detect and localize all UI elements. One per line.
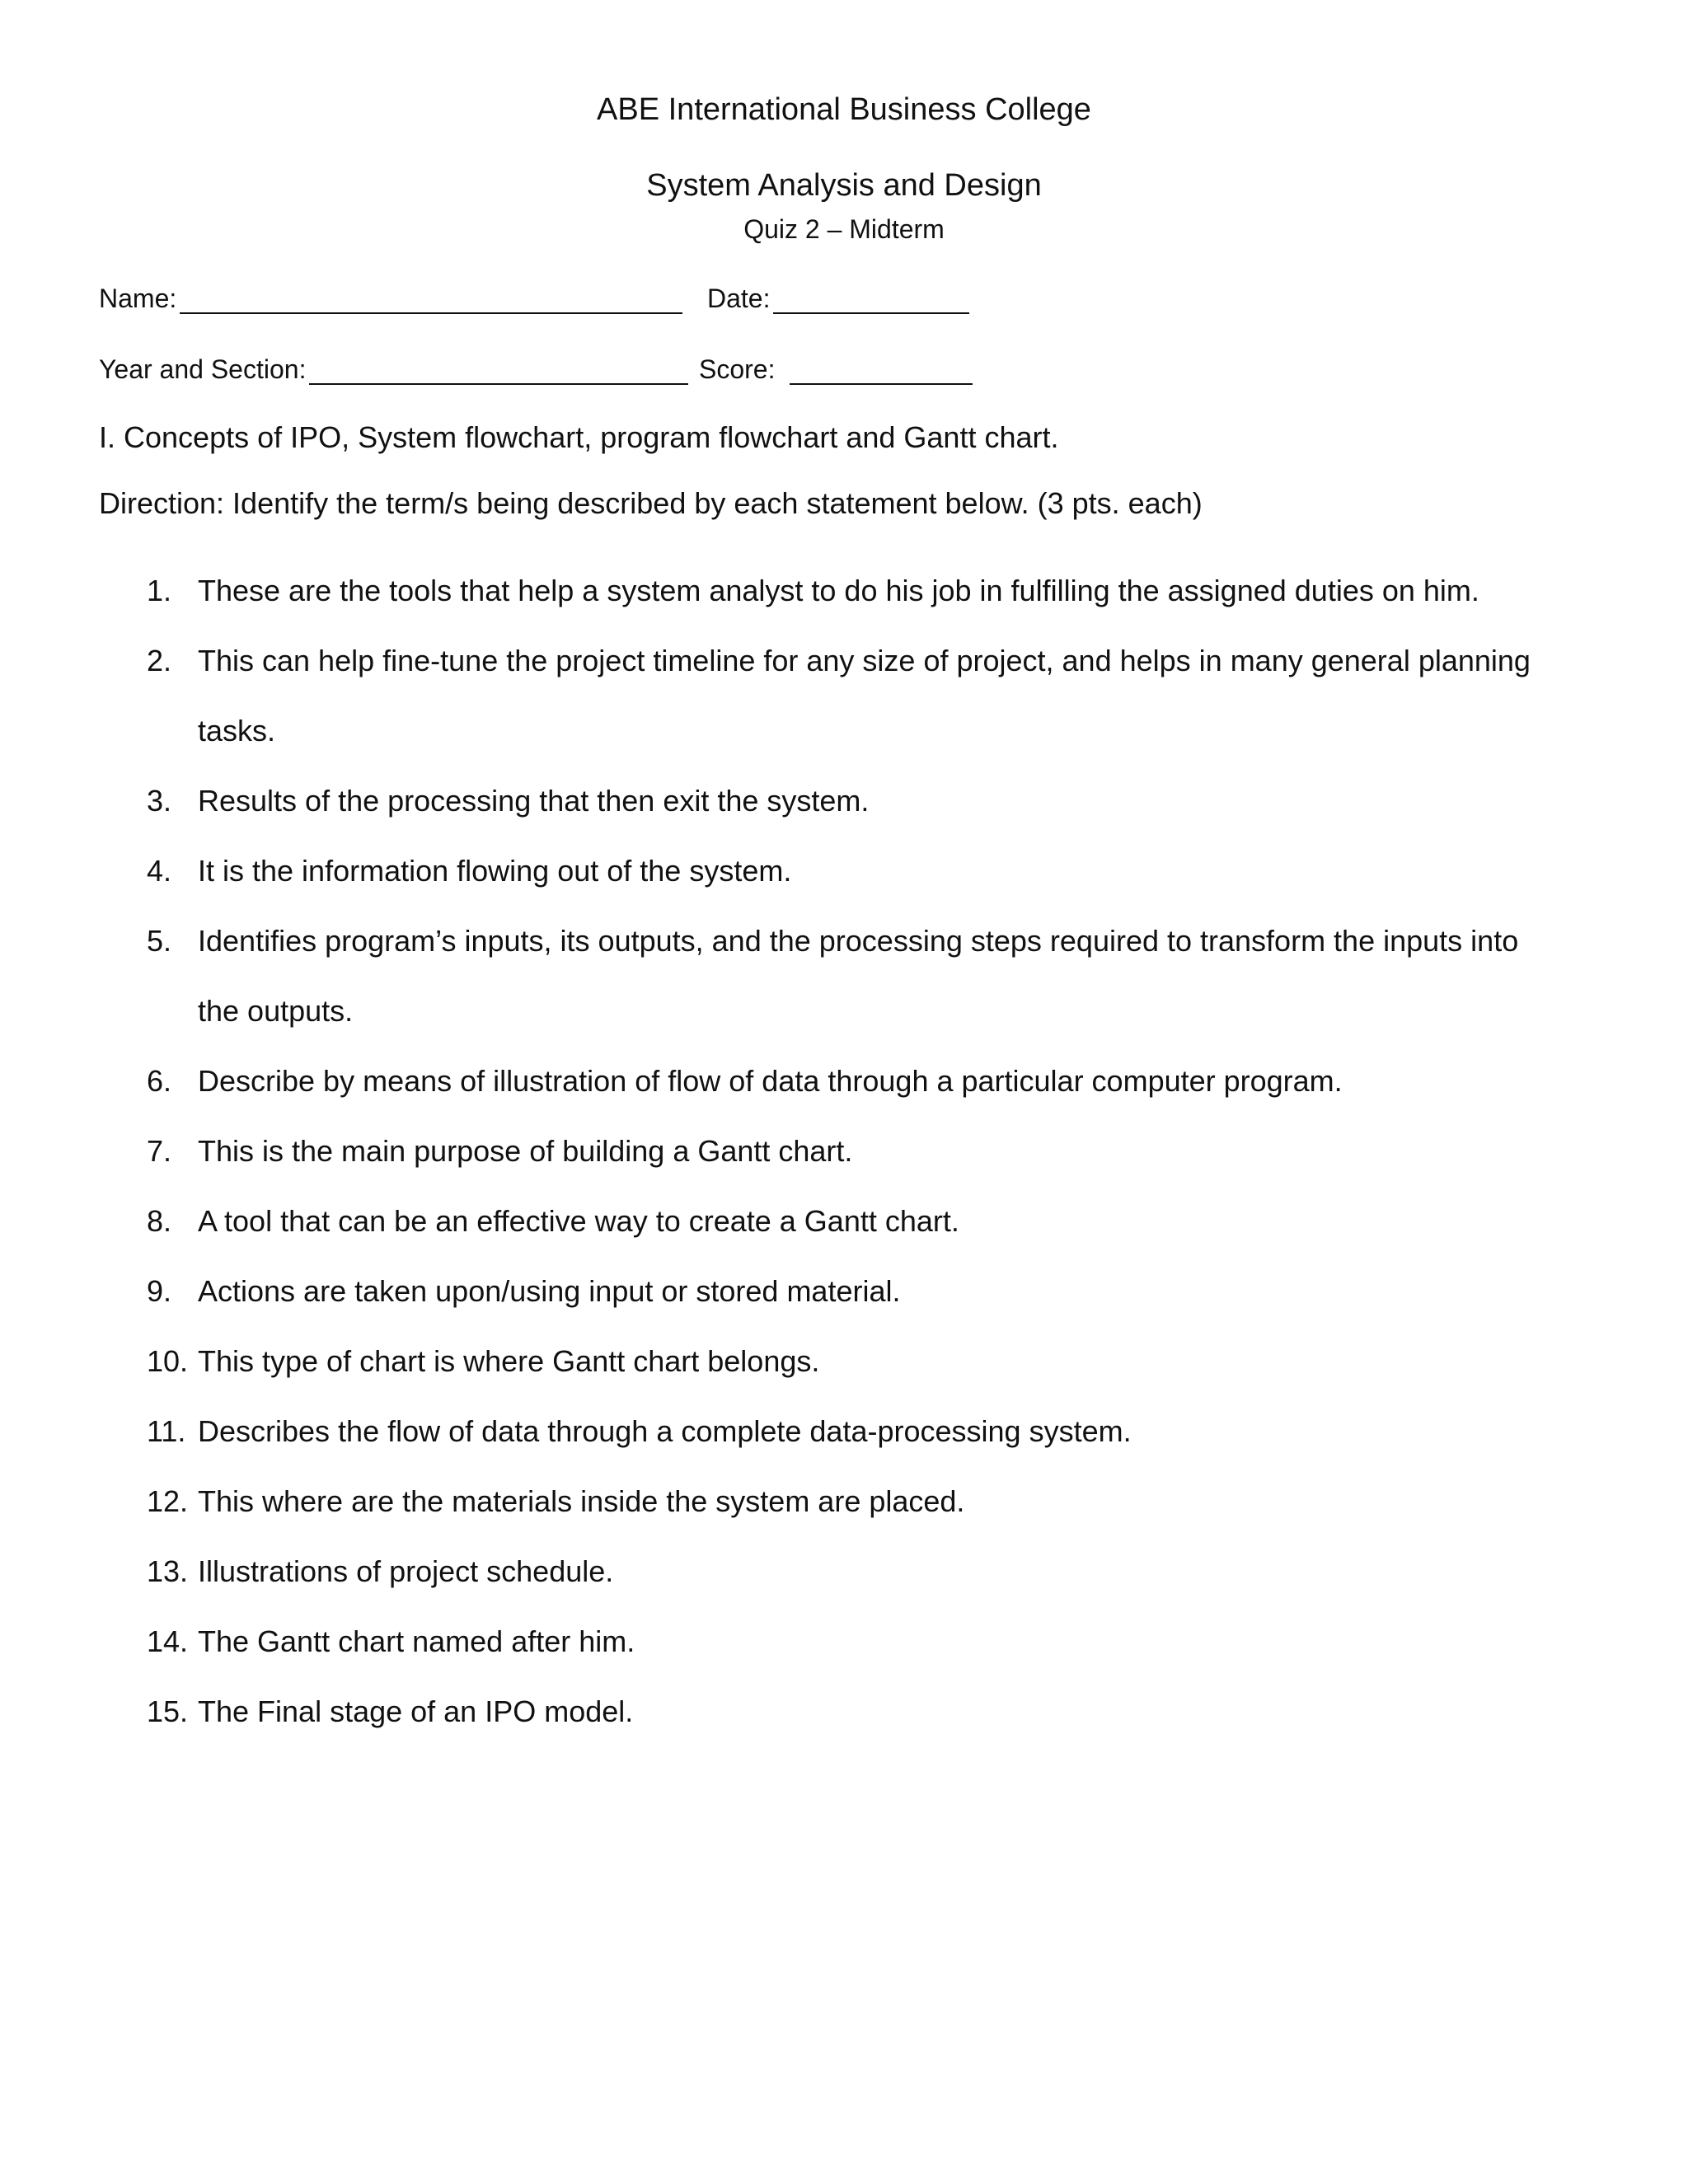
direction-text: Direction: Identify the term/s being described by each statement below. (3 pts. each) (99, 486, 1203, 520)
question-number: 8. (147, 1204, 172, 1238)
question-item (147, 1676, 1564, 1746)
question-number: 6. (147, 1064, 172, 1098)
question-number: 1. (147, 574, 172, 607)
question-text: Describe by means of illustration of flow of data through a particular computer program. (198, 1064, 1343, 1098)
question-number: 13. (147, 1554, 189, 1588)
question-item (147, 766, 1564, 836)
question-item (147, 1256, 1564, 1326)
question-item (147, 1536, 1564, 1606)
score-field[interactable] (699, 354, 973, 385)
date-field[interactable] (707, 284, 969, 314)
question-number: 4. (147, 854, 172, 888)
question-number: 15. (147, 1694, 189, 1728)
course-title: System Analysis and Design (646, 168, 1042, 203)
year-section-label: Year and Section: (99, 354, 307, 384)
question-number: 5. (147, 924, 172, 958)
question-item (147, 1046, 1564, 1116)
name-blank-line[interactable] (180, 284, 682, 314)
question-text: It is the information flowing out of the system. (198, 854, 792, 888)
question-text: Illustrations of project schedule. (198, 1554, 614, 1588)
question-item (147, 1326, 1564, 1396)
question-number: 3. (147, 784, 172, 818)
question-text: Results of the processing that then exit the system. (198, 784, 870, 818)
quiz-title: Quiz 2 – Midterm (743, 214, 945, 244)
question-text: The Final stage of an IPO model. (198, 1694, 634, 1728)
question-item (147, 836, 1564, 906)
question-item (147, 906, 1564, 1046)
score-blank-line[interactable] (790, 355, 973, 385)
score-label: Score: (699, 354, 776, 384)
question-text: A tool that can be an effective way to create a Gantt chart. (198, 1204, 959, 1238)
question-text: The Gantt chart named after him. (198, 1624, 635, 1658)
name-label: Name: (99, 284, 177, 313)
question-item (147, 1396, 1564, 1466)
question-text: Actions are taken upon/using input or stored material. (198, 1274, 901, 1308)
question-item (147, 555, 1564, 626)
question-number: 12. (147, 1484, 189, 1518)
year-section-field[interactable] (99, 354, 688, 385)
question-item (147, 1606, 1564, 1676)
question-text: This is the main purpose of building a Gantt chart. (198, 1134, 853, 1168)
question-text: These are the tools that help a system analyst to do his job in fulfilling the assigned duties on him. (198, 574, 1479, 607)
question-text: This type of chart is where Gantt chart belongs. (198, 1344, 820, 1378)
question-item (147, 1116, 1564, 1186)
question-text: This can help fine-tune the project timeline for any size of project, and helps in many general planning tasks. (198, 644, 1531, 748)
question-number: 2. (147, 644, 172, 677)
date-label: Date: (707, 284, 771, 313)
question-text: Identifies program’s inputs, its outputs, and the processing steps required to transform the inputs into the outputs. (198, 924, 1519, 1028)
question-text: This where are the materials inside the system are placed. (198, 1484, 965, 1518)
question-item (147, 1466, 1564, 1536)
question-list (147, 555, 1564, 1746)
question-item (147, 626, 1564, 766)
section-heading: I. Concepts of IPO, System flowchart, program flowchart and Gantt chart. (99, 420, 1059, 454)
question-number: 9. (147, 1274, 172, 1308)
year-section-blank-line[interactable] (309, 355, 688, 385)
question-number: 11. (147, 1414, 186, 1448)
school-name: ABE International Business College (597, 92, 1091, 127)
date-blank-line[interactable] (773, 284, 969, 314)
question-number: 7. (147, 1134, 172, 1168)
question-text: Describes the flow of data through a complete data-processing system. (198, 1414, 1132, 1448)
name-field[interactable] (99, 284, 682, 314)
question-number: 10. (147, 1344, 189, 1378)
question-item (147, 1186, 1564, 1256)
question-number: 14. (147, 1624, 189, 1658)
